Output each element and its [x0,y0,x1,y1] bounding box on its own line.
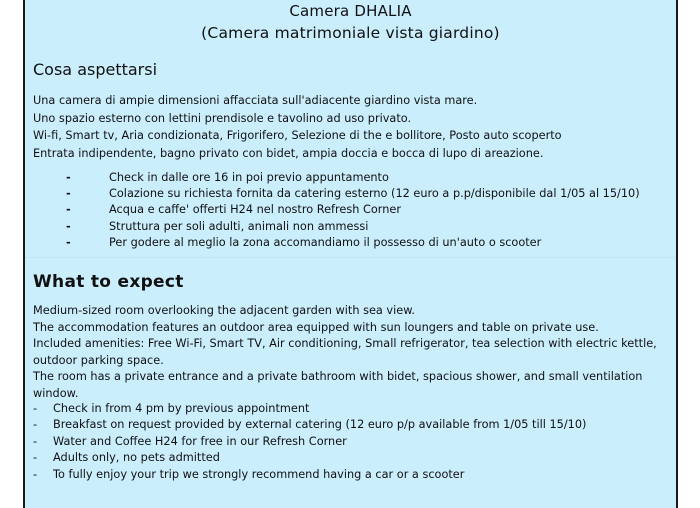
italian-description [33,92,673,162]
english-description-line: The room has a private entrance and a private bathroom with bidet, spacious shower, and small ventilation [33,370,643,384]
italian-description-line: Una camera di ampie dimensioni affacciata sull'adiacente giardino vista mare. [33,94,478,107]
dash-bullet-icon: - [66,171,71,184]
dash-bullet-icon: - [66,235,71,249]
english-description-line: Medium-sized room overlooking the adjacent garden with sea view. [33,304,415,317]
list-item-text: Struttura per soli adulti, animali non ammessi [109,219,369,233]
dash-bullet-icon: - [33,451,38,465]
list-item-text: Per godere al meglio la zona accomandiamo il possesso di un'auto o scooter [109,235,542,249]
italian-section-heading: Cosa aspettarsi [33,60,158,79]
english-description [33,303,673,403]
list-item-text: Colazione su richiesta fornita da catering esterno (12 euro a p.p/disponibile dal 1/05 al 15/10) [109,187,640,201]
italian-description-line: Entrata indipendente, bagno privato con bidet, ampia doccia e bocca di lupo di areazione. [33,146,544,160]
room-description-sheet [23,0,678,508]
list-item-text: Breakfast on request provided by external catering (12 euro p/p available from 1/05 till 15/10) [53,418,587,432]
english-description-line: window. [33,386,79,400]
list-item-text: Check in dalle ore 16 in poi previo appuntamento [109,171,389,184]
list-item-text: Acqua e caffe' offerti H24 nel nostro Refresh Corner [109,203,401,217]
dash-bullet-icon: - [66,187,71,201]
room-subtitle: (Camera matrimoniale vista giardino) [201,24,500,42]
english-description-line: Included amenities: Free Wi-Fi, Smart TV, Air conditioning, Small refrigerator, tea selection with electric kettle, [33,337,657,351]
list-item-text: Check in from 4 pm by previous appointment [53,402,310,415]
dash-bullet-icon: - [33,418,38,432]
list-item-text: To fully enjoy your trip we strongly recommend having a car or a scooter [53,467,465,481]
section-divider [25,257,676,258]
room-title: Camera DHALIA [289,2,412,20]
english-description-line: The accommodation features an outdoor area equipped with sun loungers and table on private use. [33,320,599,334]
english-section-heading: What to expect [33,272,184,292]
dash-bullet-icon: - [66,203,71,217]
italian-description-line: Wi-fi, Smart tv, Aria condizionata, Frigorifero, Selezione di the e bollitore, Posto auto scoperto [33,129,562,142]
list-item-text: Adults only, no pets admitted [53,451,220,465]
dash-bullet-icon: - [33,434,38,448]
dash-bullet-icon: - [66,219,71,233]
dash-bullet-icon: - [33,402,38,415]
list-item-text: Water and Coffee H24 for free in our Refresh Corner [53,434,347,448]
dash-bullet-icon: - [33,467,38,481]
italian-description-line: Uno spazio esterno con lettini prendisole e tavolino ad uso privato. [33,111,412,125]
english-description-line: outdoor parking space. [33,353,164,367]
